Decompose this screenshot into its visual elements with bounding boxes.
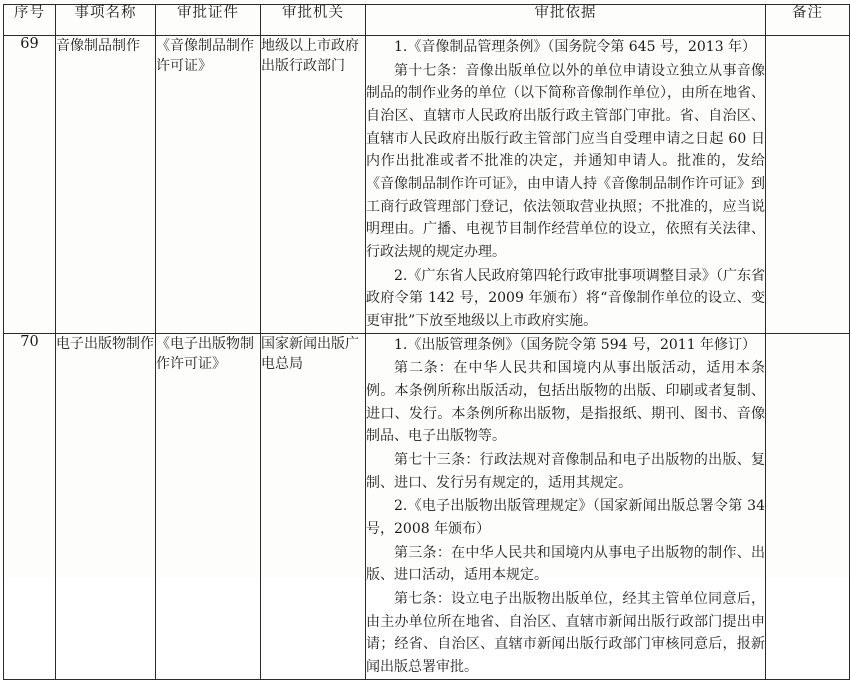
column-header-seq: 序号 [4,5,56,36]
legal-basis-paragraph: 第七条：设立电子出版物出版单位，经其主管单位同意后，由主办单位所在地省、自治区、直辖市新闻出版行政部门提出申请；经省、自治区、直辖市新闻出版行政部门审核同意后，报新闻出版总署审批。 [366,591,765,676]
cell-remark [766,333,850,679]
legal-basis-paragraph: 第七十三条：行政法规对音像制品和电子出版物的出版、复制、进口、发行另有规定的，适用其规定。 [366,452,765,491]
column-header-basis: 审批依据 [366,5,766,36]
cell-seq [4,333,56,679]
cell-legal-basis [366,333,766,679]
legal-basis-paragraph: 第二条：在中华人民共和国境内从事出版活动，适用本条例。本条例所称出版活动，包括出版物的出版、印刷或者复制、进口、发行。本条例所称出版物，是指报纸、期刊、图书、音像制品、电子出版物等。 [366,360,765,445]
seq-value: 70 [20,333,39,350]
column-header-remark: 备注 [766,5,850,36]
table-row [4,333,850,679]
legal-basis-paragraph: 1.《出版管理条例》（国务院令第 594 号，2011 年修订） [394,336,757,353]
legal-basis-paragraph: 1.《音像制品管理条例》（国务院令第 645 号，2013 年） [394,39,757,55]
column-header-name: 事项名称 [56,5,156,36]
table-row [4,36,850,334]
cell-certificate: 《电子出版物制作许可证》 [156,333,261,679]
column-header-cert: 审批证件 [156,5,261,36]
approval-items-table [3,4,850,680]
document-page [0,4,850,676]
cell-authority: 地级以上市政府出版行政部门 [261,36,366,334]
cell-legal-basis [366,36,766,334]
legal-basis-paragraph: 第十七条：音像出版单位以外的单位申请设立独立从事音像制品的制作业务的单位（以下简称音像制作单位），由所在地省、自治区、直辖市人民政府出版行政主管部门审批。省、自治区、直辖市人民政府出版行政主管部门应当自受理申请之日起 60 日内作出批准或者不批准的决定，并通知申请人。批准的，发给《音像制品制作许可证》，由申请人持《音像制品制作许可证》到工商行政管理部门登记，依法领取营业执照；不批准的，应当说明理由。广播、电视节目制作经营单位的设立，依照有关法律、行政法规的规定办理。 [366,62,765,261]
cell-item-name: 电子出版物制作 [56,333,156,679]
cell-remark [766,36,850,334]
cell-authority: 国家新闻出版广电总局 [261,333,366,679]
column-header-org: 审批机关 [261,5,366,36]
table-header [4,5,850,36]
legal-basis-paragraph: 2.《广东省人民政府第四轮行政审批事项调整目录》（广东省政府令第 142 号，2009 年颁布）将“音像制作单位的设立、变更审批”下放至地级以上市政府实施。 [366,267,765,330]
table-header-row [4,5,850,36]
legal-basis-paragraph: 2.《电子出版物出版管理规定》（国家新闻出版总署令第 34 号，2008 年颁布） [366,498,765,538]
table-body [4,36,850,680]
cell-certificate: 《音像制品制作许可证》 [156,36,261,334]
seq-value: 69 [20,36,39,52]
cell-item-name: 音像制品制作 [56,36,156,334]
legal-basis-paragraph: 第三条：在中华人民共和国境内从事电子出版物的制作、出版、进口活动，适用本规定。 [366,544,765,584]
cell-seq [4,36,56,334]
